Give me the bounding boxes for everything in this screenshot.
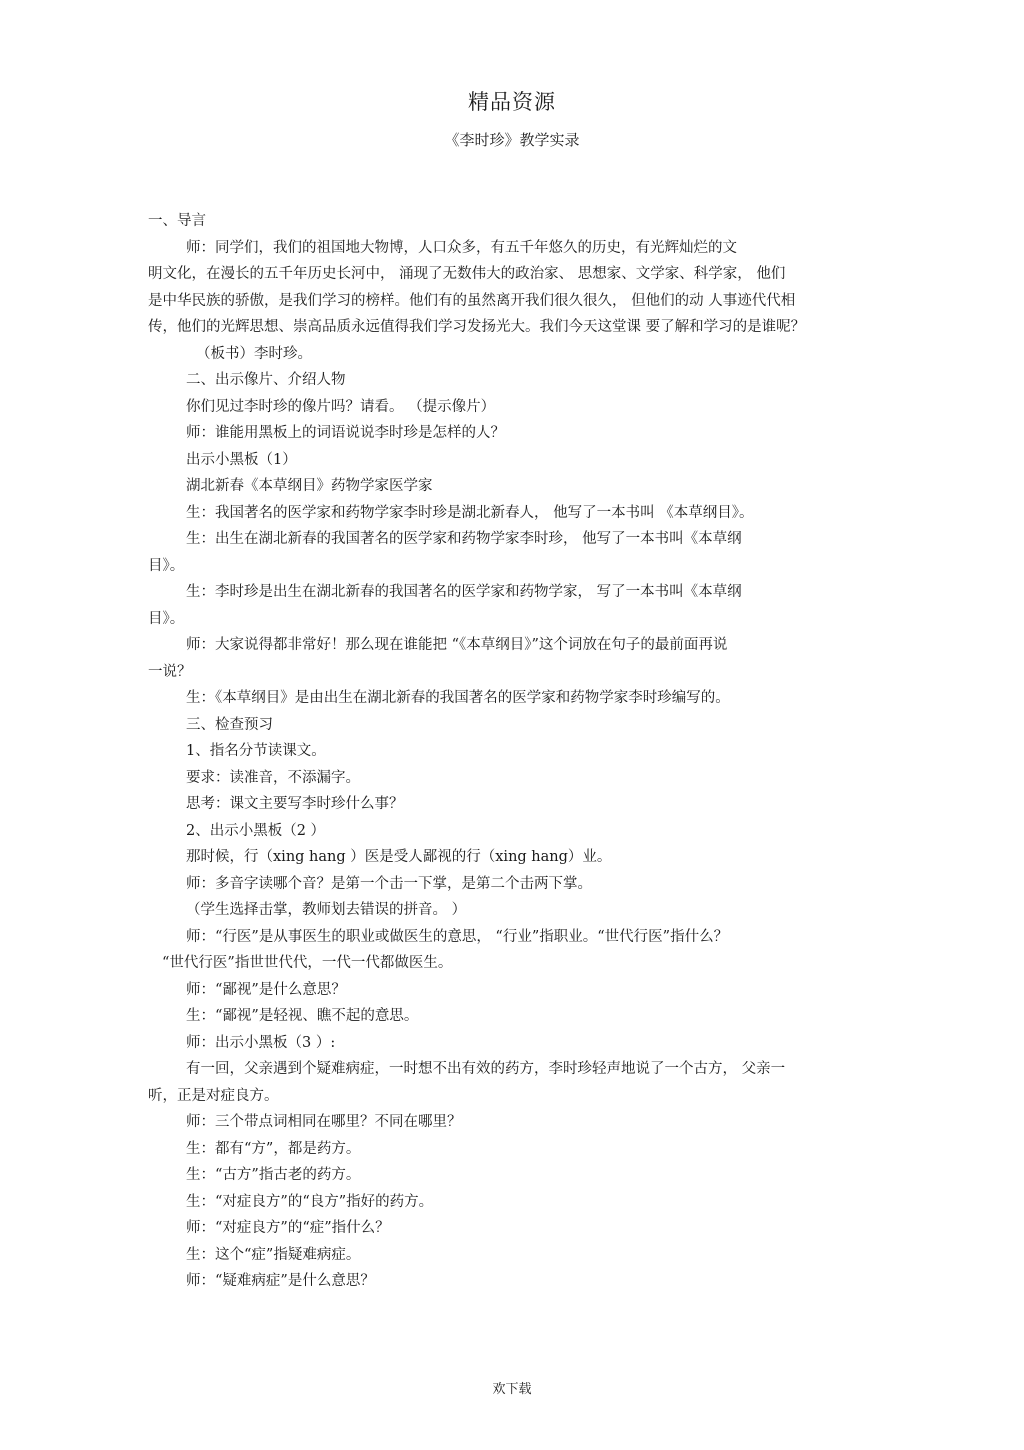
header-title: 精品资源 (468, 90, 556, 114)
text-line: （板书）李时珍。 (196, 345, 312, 362)
text-line: 生：“古方”指古老的药方。 (186, 1167, 361, 1183)
text-line: 生：我国著名的医学家和药物学家李时珍是湖北新春人， 他写了一本书叫 《本草纲目》。 (186, 504, 754, 521)
text-line: 生：都有“方”，都是药方。 (186, 1140, 361, 1157)
text-line: 出示小黑板（1） (186, 451, 297, 468)
text-line: 师：“对症良方”的“症”指什么？ (186, 1220, 390, 1236)
document-title: 《李时珍》教学实录 (444, 131, 580, 149)
page-footer: 欢下载 (492, 1382, 532, 1397)
text-line: 湖北新春《本草纲目》药物学家医学家 (186, 478, 433, 494)
text-line: 师：多音字读哪个音？是第一个击一下掌，是第二个击两下掌。 (186, 875, 592, 892)
text-line: 1、指名分节读课文。 (186, 743, 326, 759)
text-line: 2、出示小黑板（2 ） (186, 822, 326, 839)
text-line: 你们见过李时珍的像片吗？请看。 （提示像片） (186, 398, 496, 415)
text-line: 师：同学们，我们的祖国地大物博，人口众多，有五千年悠久的历史，有光辉灿烂的文 (186, 239, 737, 256)
text-line: 明文化，在漫长的五千年历史长河中， 涌现了无数伟大的政治家、 思想家、文学家、科学家， 他们 (148, 266, 786, 282)
text-line: 生：“鄙视”是轻视、瞧不起的意思。 (186, 1008, 419, 1024)
text-line: 传，他们的光辉思想、崇高品质永远值得我们学习发扬光大。我们今天这堂课 要了解和学习的是谁呢？ (148, 319, 806, 335)
text-line: 思考：课文主要写李时珍什么事？ (186, 796, 404, 812)
text-line: 要求：读准音，不添漏字。 (186, 769, 360, 786)
text-line: 有一回，父亲遇到个疑难病症，一时想不出有效的药方，李时珍轻声地说了一个古方， 父亲一 (186, 1061, 786, 1077)
text-line: 生：“对症良方”的“良方”指好的药方。 (186, 1193, 434, 1210)
text-line: （学生选择击掌，教师划去错误的拼音。 ） (186, 902, 467, 918)
text-line: “世代行医”指世世代代，一代一代都做医生。 (162, 955, 453, 971)
text-line: 生：李时珍是出生在湖北新春的我国著名的医学家和药物学家， 写了一本书叫《本草纲 (186, 584, 742, 600)
text-line: 三、检查预习 (186, 716, 273, 733)
text-line: 师：出示小黑板（3 ）: (186, 1034, 336, 1051)
text-line: 师：谁能用黑板上的词语说说李时珍是怎样的人？ (186, 425, 505, 441)
text-line: 师：三个带点词相同在哪里？不同在哪里？ (186, 1114, 462, 1130)
text-line: 师：大家说得都非常好！那么现在谁能把 “《本草纲目》”这个词放在句子的最前面再说 (186, 637, 728, 653)
text-line: 目》。 (148, 610, 185, 627)
text-line: 师：“疑难病症”是什么意思？ (186, 1273, 375, 1289)
text-line: 那时候，行（xing hang ）医是受人鄙视的行（xing hang）业。 (186, 849, 612, 865)
document-body (148, 208, 868, 1295)
text-line: 是中华民族的骄傲，是我们学习的榜样。他们有的虽然离开我们很久很久， 但他们的动 人事迹代代相 (148, 292, 796, 309)
text-line: 生：《本草纲目》是由出生在湖北新春的我国著名的医学家和药物学家李时珍编写的。 (186, 690, 730, 706)
text-line: 二、出示像片、介绍人物 (186, 372, 346, 388)
text-line: 一、导言 (148, 213, 206, 229)
text-line: 师：“鄙视”是什么意思？ (186, 981, 346, 998)
text-line: 生：这个“症”指疑难病症。 (186, 1246, 361, 1263)
text-line: 一说？ (148, 663, 192, 680)
text-line: 生：出生在湖北新春的我国著名的医学家和药物学家李时珍， 他写了一本书叫《本草纲 (186, 531, 742, 547)
text-line: 听，正是对症良方。 (148, 1087, 279, 1104)
text-line: 目》。 (148, 557, 185, 574)
text-line: 师：“行医”是从事医生的职业或做医生的意思， “行业”指职业。“世代行医”指什么？ (186, 928, 729, 945)
